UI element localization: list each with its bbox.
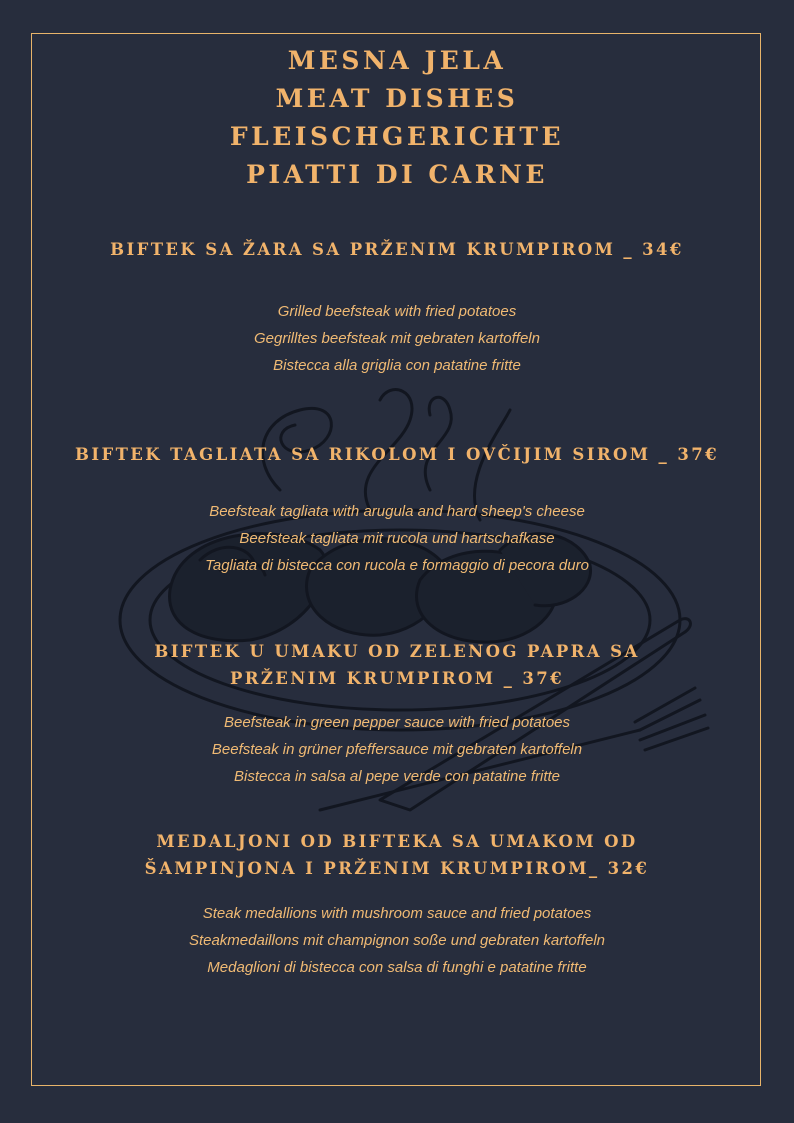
dish-3-desc-german: Beefsteak in grüner pfeffersauce mit gebraten kartoffeln	[211, 741, 583, 758]
dish-2-name: BIFTEK TAGLIATA SA RIKOLOM I OVČIJIM SIROM _ 37€	[75, 445, 719, 464]
dish-1-desc-german: Gegrilltes beefsteak mit gebraten kartoffeln	[254, 330, 540, 347]
dish-2-desc-german: Beefsteak tagliata mit rucola und hartschafkase	[239, 530, 555, 547]
dish-4-name-line-2: ŠAMPINJONA I PRŽENIM KRUMPIROM_ 32€	[144, 859, 650, 878]
title-german: FLEISCHGERICHTE	[229, 122, 565, 151]
dish-4-desc-german: Steakmedaillons mit champignon soße und gebraten kartoffeln	[188, 932, 606, 949]
dish-2-desc-italian: Tagliata di bistecca con rucola e formaggio di pecora duro	[205, 557, 589, 574]
dish-3-name-line-1: BIFTEK U UMAKU OD ZELENOG PAPRA SA	[154, 642, 640, 661]
dish-3-desc-english: Beefsteak in green pepper sauce with fried potatoes	[223, 714, 571, 731]
dish-1-name: BIFTEK SA ŽARA SA PRŽENIM KRUMPIROM _ 34€	[110, 240, 684, 259]
title-italian: PIATTI DI CARNE	[246, 160, 548, 189]
dish-4-name-line-1: MEDALJONI OD BIFTEKA SA UMAKOM OD	[156, 832, 638, 851]
dish-3-desc-italian: Bistecca in salsa al pepe verde con patatine fritte	[233, 768, 561, 785]
title-croatian: MESNA JELA	[287, 46, 507, 75]
dish-1-desc-italian: Bistecca alla griglia con patatine fritte	[273, 357, 521, 374]
title-english: MEAT DISHES	[275, 84, 519, 113]
dish-3-name-line-2: PRŽENIM KRUMPIROM _ 37€	[229, 669, 565, 688]
dish-4-desc-italian: Medaglioni di bistecca con salsa di funghi e patatine fritte	[207, 959, 587, 976]
dish-2-desc-english: Beefsteak tagliata with arugula and hard sheep's cheese	[209, 503, 585, 520]
dish-4-desc-english: Steak medallions with mushroom sauce and fried potatoes	[202, 905, 592, 922]
dish-1-desc-english: Grilled beefsteak with fried potatoes	[277, 303, 517, 320]
